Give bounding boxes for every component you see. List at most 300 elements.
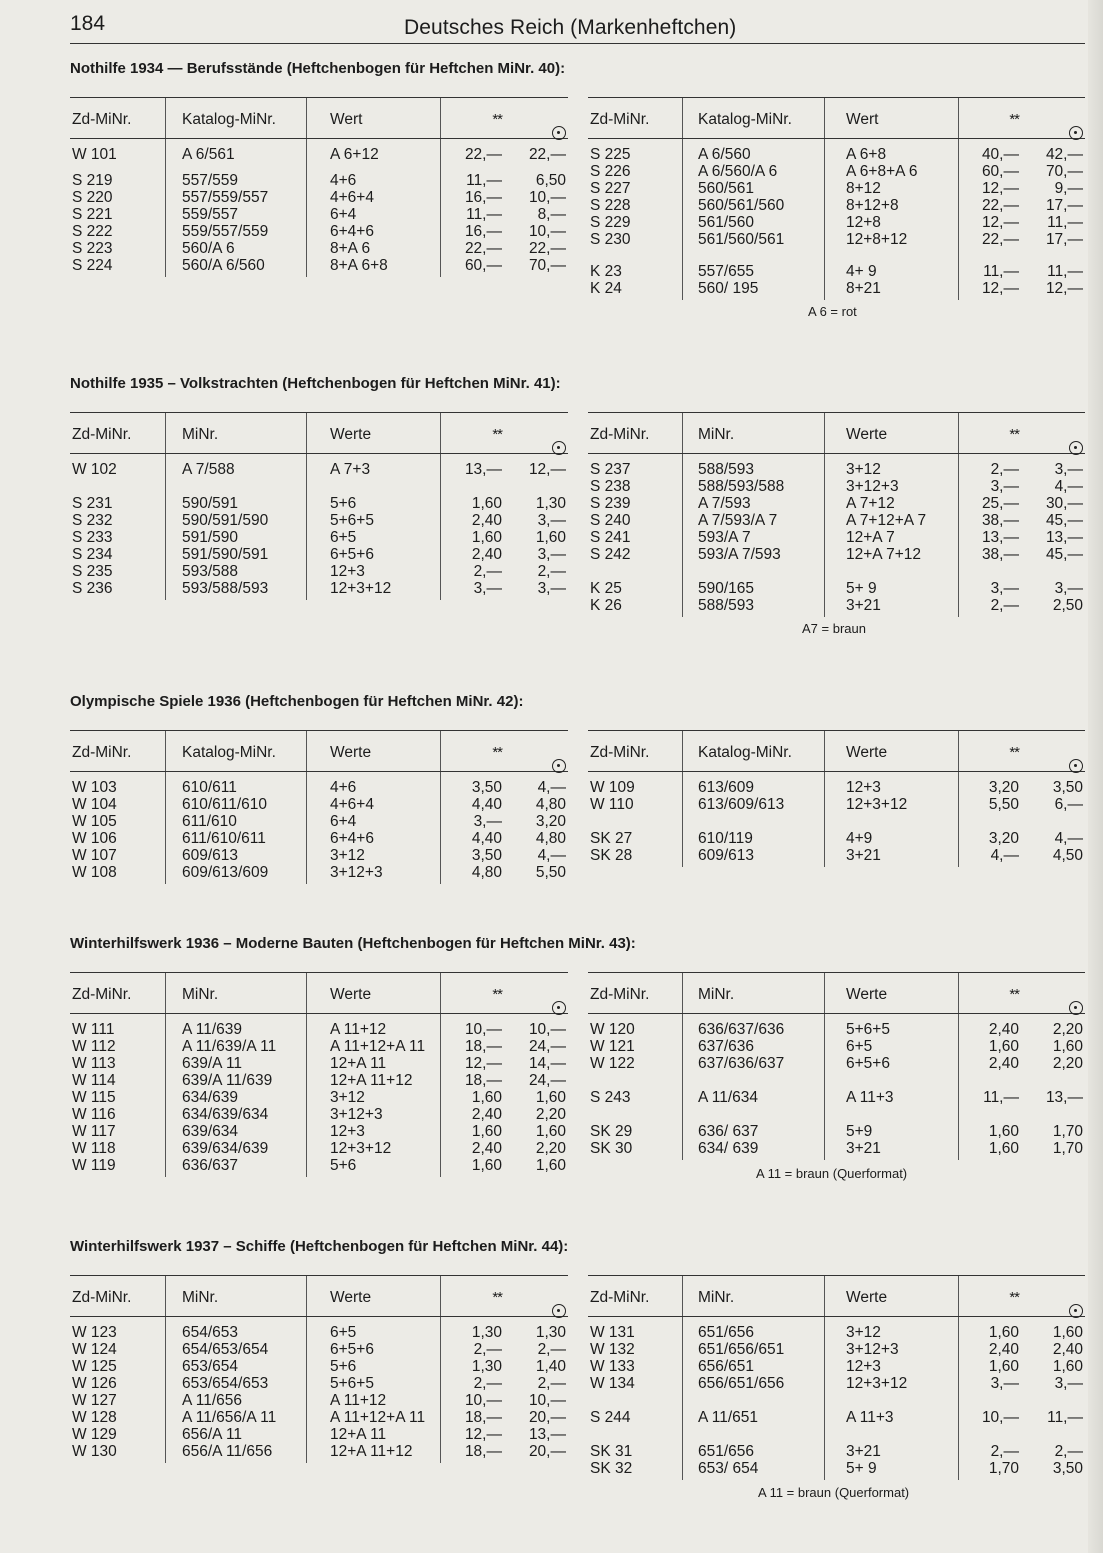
table-row — [70, 1072, 568, 1089]
used-price-cell: 4,— — [537, 779, 566, 796]
mint-price-cell: 11,— — [466, 206, 502, 223]
minr-cell: A 11/656/A 11 — [182, 1409, 277, 1426]
mint-price-cell: 18,— — [464, 1072, 502, 1089]
table-row — [70, 1089, 568, 1106]
used-price-cell: 70,— — [528, 257, 566, 274]
column-divider — [682, 1276, 683, 1316]
minr-cell: 588/593 — [698, 597, 755, 614]
table-row — [588, 146, 1085, 163]
table-row — [588, 830, 1085, 847]
minr-cell: 593/A 7 — [698, 529, 751, 546]
used-price-cell: 11,— — [1047, 214, 1083, 231]
catalog-table-left — [70, 97, 568, 324]
column-divider — [824, 731, 825, 771]
section-tables — [70, 1275, 1085, 1532]
table-row — [70, 495, 568, 512]
minr-cell: 636/ 637 — [698, 1123, 759, 1140]
column-header: Zd-MiNr. — [590, 744, 650, 761]
column-header: Werte — [330, 426, 372, 443]
table-row — [70, 240, 568, 257]
table-row — [70, 1157, 568, 1174]
mint-price-cell: 2,— — [990, 597, 1019, 614]
minr-cell: 611/610/611 — [182, 830, 266, 847]
werte-cell: 12+3 — [330, 563, 365, 580]
section-tables — [70, 730, 1085, 922]
column-header: MiNr. — [698, 986, 735, 1003]
table-row — [588, 1460, 1085, 1477]
used-price-cell: 1,70 — [1052, 1123, 1083, 1140]
mint-price-cell: 1,60 — [988, 1140, 1019, 1157]
used-price-cell: 2,40 — [1052, 1341, 1083, 1358]
table-row — [588, 263, 1085, 280]
werte-cell: 12+3+12 — [846, 1375, 908, 1392]
used-price-cell: 20,— — [528, 1443, 566, 1460]
used-price-cell: 17,— — [1045, 197, 1083, 214]
werte-cell: 5+ 9 — [846, 1460, 877, 1477]
minr-cell: 637/636/637 — [698, 1055, 785, 1072]
used-price-cell: 2,20 — [1052, 1021, 1083, 1038]
column-divider — [682, 413, 683, 453]
minr-cell: 560/A 6 — [182, 240, 235, 257]
table-row — [70, 461, 568, 478]
table-header — [70, 412, 568, 454]
table-row — [70, 1140, 568, 1157]
used-price-cell: 30,— — [1045, 495, 1083, 512]
used-price-cell: 1,60 — [535, 1123, 566, 1140]
used-price-cell: 12,— — [528, 461, 566, 478]
mint-price-cell: 16,— — [464, 223, 502, 240]
column-divider — [165, 98, 166, 138]
zd-minr-cell: W 127 — [72, 1392, 117, 1409]
table-row — [588, 1021, 1085, 1038]
minr-cell: 560/561 — [698, 180, 755, 197]
table-row — [70, 1106, 568, 1123]
table-row — [70, 189, 568, 206]
werte-cell: 3+12 — [846, 1324, 881, 1341]
table-row — [70, 813, 568, 830]
table-row — [588, 495, 1085, 512]
minr-cell: 610/611 — [182, 779, 237, 796]
table-header — [70, 97, 568, 139]
used-price-cell: 45,— — [1045, 546, 1083, 563]
mint-price-cell: 10,— — [464, 1021, 502, 1038]
catalog-section — [70, 57, 1085, 324]
mint-price-cell: 2,40 — [471, 1106, 502, 1123]
table-row — [70, 1443, 568, 1460]
column-header: Zd-MiNr. — [590, 1289, 650, 1306]
werte-cell: A 6+8+A 6 — [846, 163, 918, 180]
minr-cell: 656/A 11 — [182, 1426, 243, 1443]
mint-price-cell: 18,— — [464, 1038, 502, 1055]
table-row — [588, 1140, 1085, 1157]
page-number: 184 — [70, 12, 106, 35]
werte-cell: 6+4 — [330, 813, 357, 830]
table-body — [70, 454, 568, 649]
table-row — [588, 197, 1085, 214]
column-divider — [440, 731, 441, 771]
mint-price-cell: 12,— — [464, 1055, 502, 1072]
minr-cell: 651/656/651 — [698, 1341, 785, 1358]
table-body — [70, 772, 568, 922]
column-divider — [440, 413, 441, 453]
werte-cell: 6+5+6 — [330, 546, 374, 563]
werte-cell: 12+3+12 — [330, 1140, 392, 1157]
minr-cell: 639/A 11/639 — [182, 1072, 273, 1089]
used-price-cell: 1,30 — [535, 495, 566, 512]
zd-minr-cell: W 118 — [72, 1140, 116, 1157]
werte-cell: 5+ 9 — [846, 580, 877, 597]
mint-price-cell: 5,50 — [988, 796, 1019, 813]
minr-cell: 560/A 6/560 — [182, 257, 265, 274]
column-header: MiNr. — [182, 986, 219, 1003]
zd-minr-cell: K 24 — [590, 280, 622, 297]
mint-price-cell: 38,— — [981, 512, 1019, 529]
zd-minr-cell: W 105 — [72, 813, 117, 830]
column-header: Zd-MiNr. — [72, 986, 132, 1003]
minr-cell: 639/634/639 — [182, 1140, 269, 1157]
zd-minr-cell: S 223 — [72, 240, 113, 257]
used-price-cell: 10,— — [528, 189, 566, 206]
section-tables — [70, 972, 1085, 1224]
minr-cell: 559/557/559 — [182, 223, 269, 240]
zd-minr-cell: S 228 — [590, 197, 631, 214]
werte-cell: 12+3 — [846, 1358, 881, 1375]
column-header: Zd-MiNr. — [72, 744, 132, 761]
werte-cell: 8+A 6 — [330, 240, 371, 257]
werte-cell: 6+4+6 — [330, 830, 374, 847]
column-divider — [958, 973, 959, 1013]
table-row — [70, 1021, 568, 1038]
zd-minr-cell: S 220 — [72, 189, 113, 206]
werte-cell: 5+6 — [330, 1157, 357, 1174]
mint-price-cell: 13,— — [981, 529, 1019, 546]
used-price-cell: 45,— — [1045, 512, 1083, 529]
used-price-cell: 8,— — [537, 206, 566, 223]
column-header: Katalog-MiNr. — [698, 744, 792, 761]
minr-cell: 609/613 — [182, 847, 239, 864]
werte-cell: 3+21 — [846, 1443, 881, 1460]
werte-cell: 12+8+12 — [846, 231, 908, 248]
column-header: MiNr. — [182, 426, 219, 443]
minr-cell: 611/610 — [182, 813, 237, 830]
werte-cell: 3+12+3 — [330, 864, 383, 881]
used-price-cell: 3,— — [537, 546, 566, 563]
postmarked-circle-icon — [1069, 1001, 1083, 1015]
table-header — [588, 412, 1085, 454]
minr-cell: 609/613 — [698, 847, 755, 864]
page-title: Deutsches Reich (Markenheftchen) — [404, 16, 737, 39]
zd-minr-cell: W 116 — [72, 1106, 116, 1123]
mint-price-cell: 60,— — [464, 257, 502, 274]
table-body — [70, 1014, 568, 1224]
column-header: Werte — [330, 986, 372, 1003]
used-price-cell: 2,50 — [1052, 597, 1083, 614]
werte-cell: 12+3+12 — [846, 796, 908, 813]
table-body — [588, 772, 1085, 922]
column-header: Werte — [846, 986, 888, 1003]
table-row — [70, 546, 568, 563]
mint-price-cell: 22,— — [981, 197, 1019, 214]
used-price-cell: 1,60 — [1052, 1358, 1083, 1375]
minr-cell: A 7/593/A 7 — [698, 512, 778, 529]
werte-cell: A 11+3 — [846, 1409, 894, 1426]
minr-cell: 613/609 — [698, 779, 755, 796]
zd-minr-cell: W 131 — [590, 1324, 635, 1341]
werte-cell: 5+6 — [330, 495, 357, 512]
zd-minr-cell: S 241 — [590, 529, 631, 546]
column-header: ** — [492, 426, 502, 443]
table-row — [588, 580, 1085, 597]
zd-minr-cell: S 233 — [72, 529, 113, 546]
used-price-cell: 17,— — [1045, 231, 1083, 248]
catalog-section — [70, 690, 1085, 922]
zd-minr-cell: W 111 — [72, 1021, 115, 1038]
minr-cell: 653/654/653 — [182, 1375, 269, 1392]
mint-price-cell: 3,— — [473, 813, 502, 830]
zd-minr-cell: S 242 — [590, 546, 631, 563]
zd-minr-cell: W 121 — [590, 1038, 635, 1055]
column-header: Werte — [330, 744, 372, 761]
zd-minr-cell: K 23 — [590, 263, 622, 280]
used-price-cell: 2,20 — [535, 1140, 566, 1157]
zd-minr-cell: W 109 — [590, 779, 635, 796]
mint-price-cell: 1,70 — [988, 1460, 1019, 1477]
column-divider — [165, 413, 166, 453]
table-row — [70, 1358, 568, 1375]
used-price-cell: 3,— — [1054, 1375, 1083, 1392]
column-header — [552, 1289, 566, 1307]
catalog-table-right — [588, 412, 1085, 649]
zd-minr-cell: S 239 — [590, 495, 631, 512]
postmarked-circle-icon — [1069, 759, 1083, 773]
mint-price-cell: 38,— — [981, 546, 1019, 563]
table-row — [70, 864, 568, 881]
table-row — [588, 597, 1085, 614]
werte-cell: 5+6+5 — [330, 512, 374, 529]
used-price-cell: 1,60 — [1052, 1324, 1083, 1341]
column-header: ** — [1009, 1289, 1019, 1306]
column-header: MiNr. — [698, 1289, 735, 1306]
column-divider — [165, 1276, 166, 1316]
used-price-cell: 24,— — [528, 1038, 566, 1055]
column-header: ** — [1009, 744, 1019, 761]
mint-price-cell: 4,80 — [471, 864, 502, 881]
minr-cell: 609/613/609 — [182, 864, 269, 881]
column-divider — [306, 1276, 307, 1316]
mint-price-cell: 2,— — [473, 1341, 502, 1358]
werte-cell: A 6+8 — [846, 146, 887, 163]
table-row — [70, 146, 568, 163]
table-header — [588, 972, 1085, 1014]
used-price-cell: 9,— — [1054, 180, 1083, 197]
werte-cell: 4+6 — [330, 779, 357, 796]
column-divider — [306, 413, 307, 453]
color-note: A7 = braun — [802, 621, 866, 636]
postmarked-circle-icon — [552, 126, 566, 140]
catalog-table-right — [588, 97, 1085, 324]
werte-cell: A 11+12+A 11 — [330, 1409, 426, 1426]
table-row — [70, 529, 568, 546]
column-header: Werte — [846, 426, 888, 443]
column-header: Zd-MiNr. — [590, 111, 650, 128]
zd-minr-cell: S 219 — [72, 172, 113, 189]
minr-cell: 656/A 11/656 — [182, 1443, 273, 1460]
werte-cell: 12+3 — [330, 1123, 365, 1140]
used-price-cell: 14,— — [528, 1055, 566, 1072]
page-header — [70, 8, 1085, 44]
minr-cell: A 7/588 — [182, 461, 235, 478]
zd-minr-cell: W 134 — [590, 1375, 635, 1392]
zd-minr-cell: S 234 — [72, 546, 113, 563]
used-price-cell: 11,— — [1047, 1409, 1083, 1426]
table-row — [70, 1375, 568, 1392]
table-row — [70, 1341, 568, 1358]
mint-price-cell: 1,30 — [471, 1324, 502, 1341]
minr-cell: A 11/639/A 11 — [182, 1038, 277, 1055]
werte-cell: 6+5+6 — [330, 1341, 374, 1358]
mint-price-cell: 2,— — [990, 461, 1019, 478]
zd-minr-cell: W 124 — [72, 1341, 117, 1358]
minr-cell: 590/591 — [182, 495, 239, 512]
column-header: ** — [492, 744, 502, 761]
zd-minr-cell: W 119 — [72, 1157, 116, 1174]
werte-cell: 8+A 6+8 — [330, 257, 388, 274]
page-binding-edge — [1088, 0, 1103, 1553]
postmarked-circle-icon — [1069, 441, 1083, 455]
table-row — [70, 1409, 568, 1426]
table-row — [588, 214, 1085, 231]
table-body — [588, 1014, 1085, 1224]
minr-cell: 588/593 — [698, 461, 755, 478]
mint-price-cell: 2,— — [473, 563, 502, 580]
werte-cell: 6+4 — [330, 206, 357, 223]
column-header: Katalog-MiNr. — [698, 111, 792, 128]
column-header — [552, 744, 566, 762]
column-divider — [440, 973, 441, 1013]
used-price-cell: 3,— — [537, 580, 566, 597]
werte-cell: 3+12 — [330, 847, 365, 864]
column-header: MiNr. — [182, 1289, 219, 1306]
catalog-section — [70, 1235, 1085, 1532]
mint-price-cell: 2,40 — [471, 512, 502, 529]
table-header — [588, 730, 1085, 772]
table-row — [70, 1038, 568, 1055]
table-body — [70, 1317, 568, 1532]
zd-minr-cell: S 225 — [590, 146, 631, 163]
catalog-table-left — [70, 972, 568, 1224]
column-header: Zd-MiNr. — [72, 111, 132, 128]
minr-cell: 591/590 — [182, 529, 239, 546]
used-price-cell: 22,— — [528, 240, 566, 257]
used-price-cell: 4,— — [537, 847, 566, 864]
table-row — [588, 796, 1085, 813]
column-divider — [440, 98, 441, 138]
table-row — [588, 1089, 1085, 1106]
minr-cell: 593/588 — [182, 563, 239, 580]
minr-cell: 651/656 — [698, 1324, 755, 1341]
column-divider — [440, 1276, 441, 1316]
used-price-cell: 3,— — [1054, 580, 1083, 597]
used-price-cell: 10,— — [528, 1392, 566, 1409]
table-row — [588, 1443, 1085, 1460]
zd-minr-cell: W 101 — [72, 146, 117, 163]
minr-cell: 639/A 11 — [182, 1055, 243, 1072]
used-price-cell: 20,— — [528, 1409, 566, 1426]
minr-cell: 653/ 654 — [698, 1460, 759, 1477]
werte-cell: 3+12+3 — [330, 1106, 383, 1123]
minr-cell: 557/559 — [182, 172, 239, 189]
werte-cell: 4+6+4 — [330, 189, 374, 206]
zd-minr-cell: W 107 — [72, 847, 117, 864]
mint-price-cell: 10,— — [981, 1409, 1019, 1426]
mint-price-cell: 3,20 — [988, 779, 1019, 796]
minr-cell: 637/636 — [698, 1038, 755, 1055]
minr-cell: 588/593/588 — [698, 478, 785, 495]
catalog-table-left — [70, 412, 568, 649]
table-row — [70, 779, 568, 796]
table-body — [588, 1317, 1085, 1532]
table-row — [70, 1055, 568, 1072]
werte-cell: 3+21 — [846, 847, 881, 864]
column-header: Wert — [330, 111, 363, 128]
used-price-cell: 4,80 — [535, 830, 566, 847]
mint-price-cell: 2,40 — [471, 1140, 502, 1157]
mint-price-cell: 2,40 — [988, 1055, 1019, 1072]
color-note: A 11 = braun (Querformat) — [756, 1166, 908, 1181]
zd-minr-cell: W 108 — [72, 864, 117, 881]
table-row — [70, 580, 568, 597]
zd-minr-cell: W 113 — [72, 1055, 116, 1072]
minr-cell: A 11/656 — [182, 1392, 243, 1409]
werte-cell: A 7+12+A 7 — [846, 512, 927, 529]
minr-cell: A 7/593 — [698, 495, 751, 512]
postmarked-circle-icon — [552, 759, 566, 773]
werte-cell: 12+3+12 — [330, 580, 392, 597]
table-row — [70, 563, 568, 580]
mint-price-cell: 3,— — [990, 478, 1019, 495]
table-row — [70, 512, 568, 529]
used-price-cell: 2,20 — [535, 1106, 566, 1123]
column-header: Zd-MiNr. — [72, 1289, 132, 1306]
mint-price-cell: 3,50 — [471, 779, 502, 796]
used-price-cell: 70,— — [1045, 163, 1083, 180]
used-price-cell: 12,— — [1045, 280, 1083, 297]
mint-price-cell: 12,— — [464, 1426, 502, 1443]
used-price-cell: 4,80 — [535, 796, 566, 813]
table-row — [588, 461, 1085, 478]
section-heading: Nothilfe 1935 – Volkstrachten (Heftchenbogen für Heftchen MiNr. 41): — [70, 375, 561, 392]
minr-cell: 610/611/610 — [182, 796, 268, 813]
column-header: Zd-MiNr. — [72, 426, 132, 443]
used-price-cell: 13,— — [1045, 529, 1083, 546]
minr-cell: 639/634 — [182, 1123, 239, 1140]
minr-cell: 634/639 — [182, 1089, 239, 1106]
table-header — [70, 972, 568, 1014]
column-header: ** — [492, 986, 502, 1003]
table-row — [588, 1123, 1085, 1140]
mint-price-cell: 1,60 — [471, 1123, 502, 1140]
table-row — [588, 546, 1085, 563]
werte-cell: 3+12+3 — [846, 478, 899, 495]
zd-minr-cell: S 237 — [590, 461, 631, 478]
werte-cell: A 11+12 — [330, 1021, 387, 1038]
minr-cell: 636/637/636 — [698, 1021, 785, 1038]
mint-price-cell: 22,— — [464, 240, 502, 257]
minr-cell: A 11/651 — [698, 1409, 759, 1426]
mint-price-cell: 1,60 — [471, 1157, 502, 1174]
zd-minr-cell: S 238 — [590, 478, 631, 495]
column-divider — [165, 731, 166, 771]
